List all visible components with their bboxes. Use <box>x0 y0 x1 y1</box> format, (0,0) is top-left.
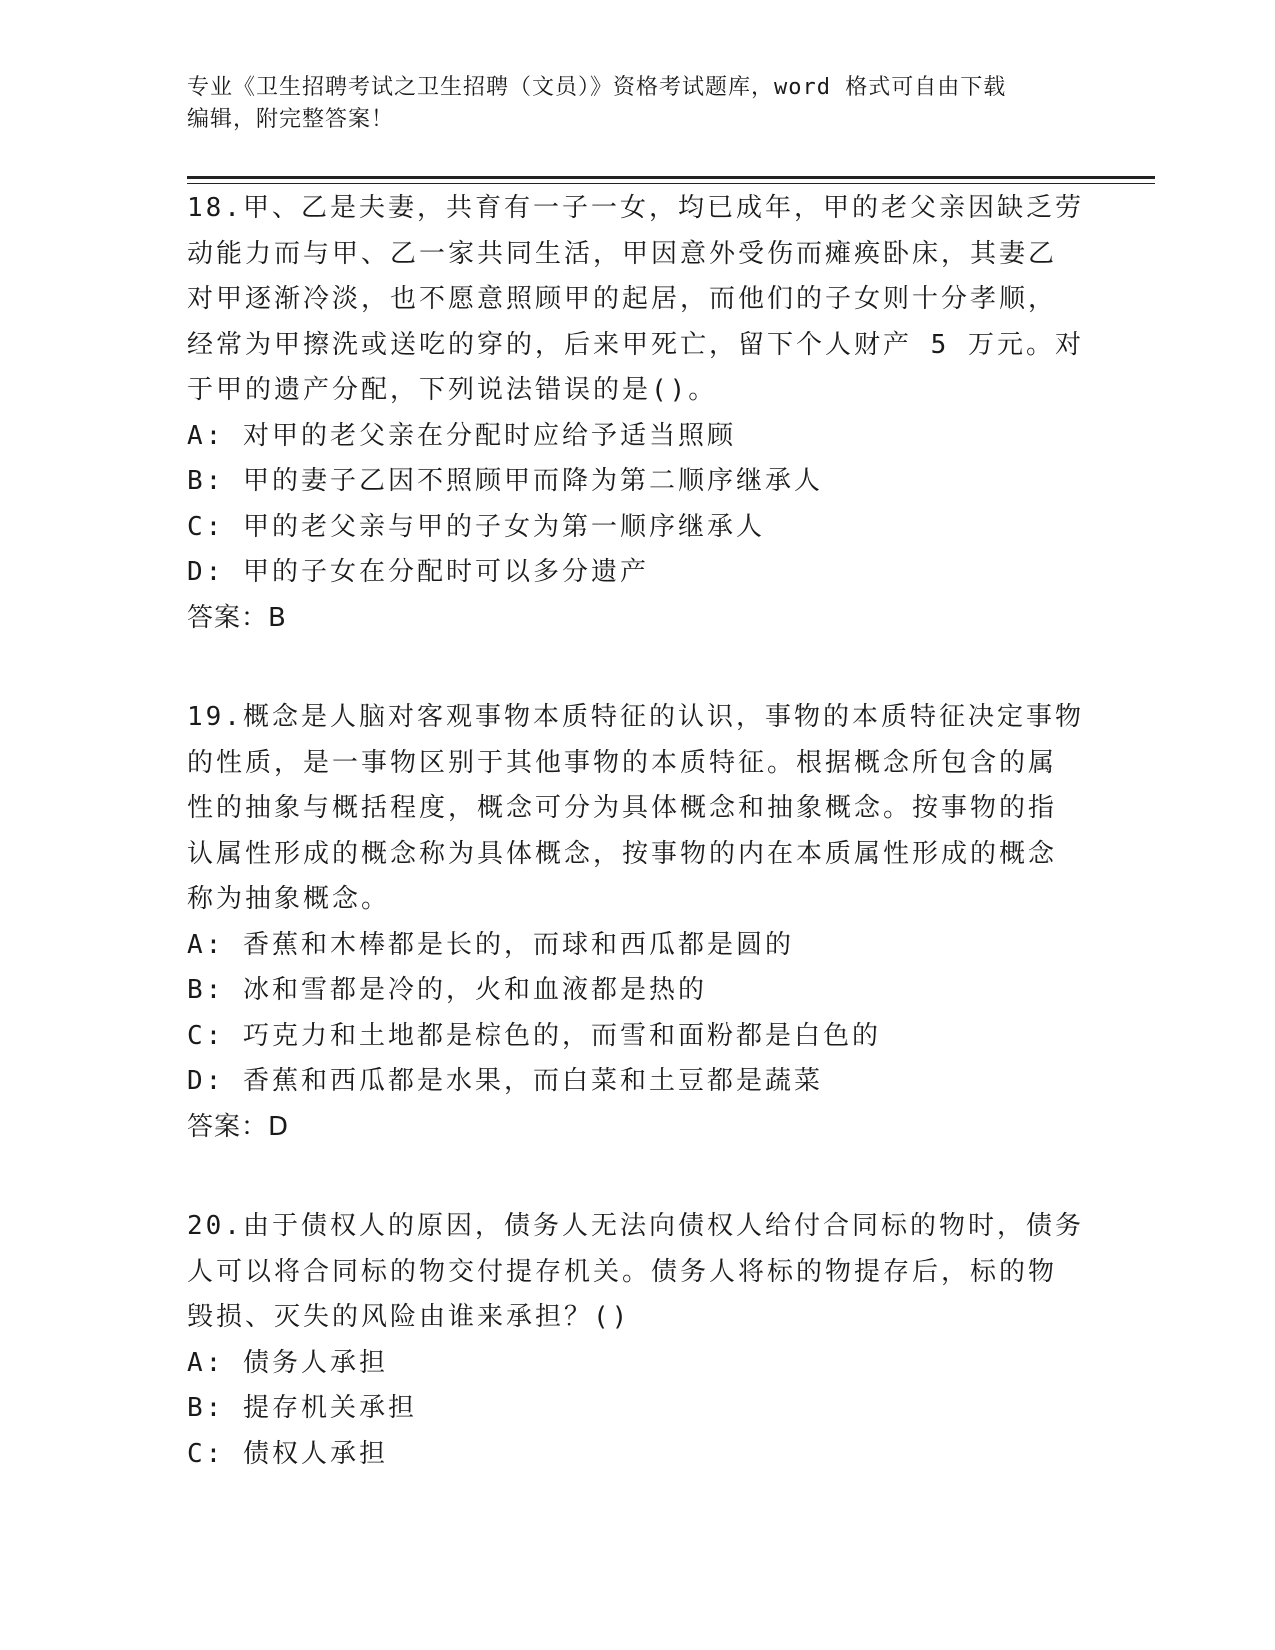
question-spacer <box>187 641 1087 695</box>
question-text-line: 性的抽象与概括程度，概念可分为具体概念和抽象概念。按事物的指 <box>187 793 1058 823</box>
question-text-line: 毁损、灭失的风险由谁来承担？() <box>187 1302 631 1332</box>
option-b: B: 甲的妻子乙因不照顾甲而降为第二顺序继承人 <box>187 466 823 496</box>
question-text-line: 认属性形成的概念称为具体概念，按事物的内在本质属性形成的概念 <box>187 838 1058 869</box>
option-a: A: 香蕉和木棒都是长的，而球和西瓜都是圆的 <box>187 929 794 960</box>
question-text-line: 人可以将合同标的物交付提存机关。债务人将标的物提存后，标的物 <box>187 1256 1058 1287</box>
question-text-line: 称为抽象概念。 <box>187 884 391 914</box>
question-text-line: 20.由于债权人的原因，债务人无法向债权人给付合同标的物时，债务 <box>187 1211 1084 1241</box>
header-line-1: 专业《卫生招聘考试之卫生招聘（文员）》资格考试题库，word 格式可自由下载 <box>187 75 1007 100</box>
question-text-line: 于甲的遗产分配，下列说法错误的是()。 <box>187 375 718 405</box>
option-d: D: 香蕉和西瓜都是水果，而白菜和土豆都是蔬菜 <box>187 1066 823 1096</box>
option-b: B: 提存机关承担 <box>187 1393 417 1423</box>
question-18 <box>187 186 1087 641</box>
question-20 <box>187 1204 1087 1477</box>
option-c: C: 甲的老父亲与甲的子女为第一顺序继承人 <box>187 511 765 542</box>
question-text-line: 对甲逐渐冷淡，也不愿意照顾甲的起居，而他们的子女则十分孝顺， <box>187 284 1058 314</box>
header-line-2: 编辑，附完整答案！ <box>187 107 395 132</box>
option-a: A: 债务人承担 <box>187 1347 388 1378</box>
question-spacer <box>187 1150 1087 1204</box>
option-c: C: 债权人承担 <box>187 1438 388 1469</box>
question-list <box>187 186 1087 1477</box>
question-19 <box>187 695 1087 1150</box>
question-text-line: 经常为甲擦洗或送吃的穿的，后来甲死亡，留下个人财产 5 万元。对 <box>187 329 1084 360</box>
header-divider-thick <box>187 176 1155 179</box>
question-text-line: 的性质，是一事物区别于其他事物的本质特征。根据概念所包含的属 <box>187 747 1058 778</box>
answer-label: 答案：B <box>187 602 287 633</box>
option-a: A: 对甲的老父亲在分配时应给予适当照顾 <box>187 420 736 451</box>
question-text-line: 19.概念是人脑对客观事物本质特征的认识，事物的本质特征决定事物 <box>187 702 1084 732</box>
option-c: C: 巧克力和土地都是棕色的，而雪和面粉都是白色的 <box>187 1020 881 1051</box>
question-text-line: 动能力而与甲、乙一家共同生活，甲因意外受伤而瘫痪卧床，其妻乙 <box>187 238 1058 269</box>
answer-label: 答案：D <box>187 1111 290 1142</box>
header-divider-thin <box>187 183 1155 184</box>
question-text-line: 18.甲、乙是夫妻，共育有一子一女，均已成年，甲的老父亲因缺乏劳 <box>187 193 1084 223</box>
option-b: B: 冰和雪都是冷的，火和血液都是热的 <box>187 975 707 1005</box>
option-d: D: 甲的子女在分配时可以多分遗产 <box>187 557 649 587</box>
document-header <box>187 72 1087 136</box>
